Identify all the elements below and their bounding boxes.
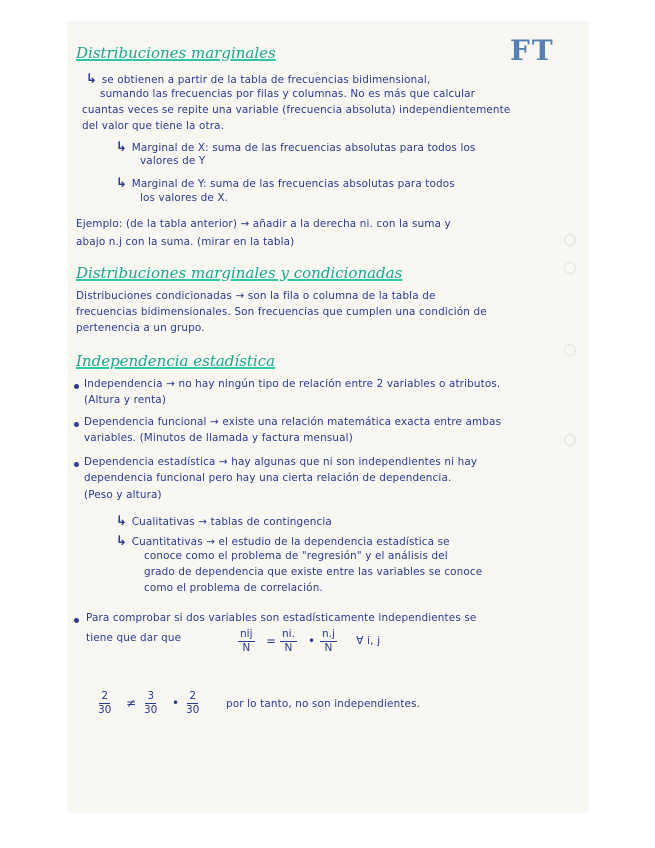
text-line: como el problema de correlación. bbox=[144, 582, 323, 594]
text-line: tiene que dar que bbox=[86, 632, 182, 644]
bleed-through-mark bbox=[564, 262, 576, 274]
bleed-through-mark bbox=[564, 434, 576, 446]
product-dot: • bbox=[308, 634, 316, 648]
conclusion-text: por lo tanto, no son independientes. bbox=[226, 698, 421, 710]
text-line: sumando las frecuencias por filas y columnas. No es más que calcular bbox=[100, 88, 476, 100]
text-line: abajo n.j con la suma. (mirar en la tabla) bbox=[76, 236, 295, 248]
marginales-text: ↳ se obtienen a partir de la tabla de frecuencias bidimensional, bbox=[86, 72, 431, 87]
independencia-text: Independencia → no hay ningún tipo de relación entre 2 variables o atributos. bbox=[84, 378, 501, 390]
fraction-nj: $\frac{n.j}{N}$ bbox=[322, 628, 335, 654]
bullet-icon bbox=[74, 618, 79, 623]
arrow-icon: ↳ bbox=[116, 514, 132, 529]
text-line: del valor que tiene la otra. bbox=[82, 120, 225, 132]
dependencia-funcional-text: Dependencia funcional → existe una relación matemática exacta entre ambas bbox=[84, 416, 502, 428]
text-line: grado de dependencia que existe entre las variables se conoce bbox=[144, 566, 483, 578]
cuantitativas-text: ↳ Cuantitativas → el estudio de la dependencia estadística se bbox=[116, 534, 450, 549]
fraction-nij: nij N bbox=[240, 628, 253, 654]
text-line: frecuencias bidimensionales. Son frecuencias que cumplen una condición de bbox=[76, 306, 487, 318]
bullet-icon bbox=[74, 422, 79, 427]
dependencia-estadistica-text: Dependencia estadística → hay algunas que ni son independientes ni hay bbox=[84, 456, 478, 468]
text-line: (Peso y altura) bbox=[84, 489, 162, 501]
cualitativas-text: ↳ Cualitativas → tablas de contingencia bbox=[116, 514, 332, 529]
text-line: pertenencia a un grupo. bbox=[76, 322, 205, 334]
ejemplo-text: Ejemplo: (de la tabla anterior) → añadir a la derecha ni. con la suma y bbox=[76, 218, 451, 230]
arrow-icon: ↳ bbox=[116, 534, 132, 549]
fraction-example-b: $\frac{3}{30}$ bbox=[144, 690, 158, 716]
bullet-icon bbox=[74, 384, 79, 389]
marginal-y: ↳ Marginal de Y: suma de las frecuencias absolutas para todos bbox=[116, 176, 455, 191]
equals-sign: = bbox=[266, 634, 277, 648]
section-title-marginales: Distribuciones marginales bbox=[76, 44, 276, 62]
comprobar-text: Para comprobar si dos variables son estadísticamente independientes se bbox=[86, 612, 477, 624]
notebook-page bbox=[68, 22, 588, 812]
bullet-icon bbox=[74, 462, 79, 467]
forall-quantifier: ∀ i, j bbox=[356, 634, 381, 647]
not-equal-sign: ≠ bbox=[126, 696, 137, 710]
text-line: los valores de X. bbox=[140, 192, 229, 204]
arrow-icon: ↳ bbox=[116, 140, 132, 155]
text-line: conoce como el problema de "regresión" y el análisis del bbox=[144, 550, 448, 562]
section-title-condicionadas: Distribuciones marginales y condicionadas bbox=[76, 264, 403, 282]
bleed-through-mark bbox=[564, 344, 576, 356]
text-line: dependencia funcional pero hay una cierta relación de dependencia. bbox=[84, 472, 452, 484]
bleed-through-mark bbox=[564, 234, 576, 246]
product-dot: • bbox=[172, 696, 180, 710]
section-title-independencia: Independencia estadística bbox=[76, 352, 276, 370]
marginal-x: ↳ Marginal de X: suma de las frecuencias absolutas para todos los bbox=[116, 140, 476, 155]
text-line: valores de Y bbox=[140, 155, 206, 167]
arrow-icon: ↳ bbox=[86, 72, 102, 87]
condicionadas-text: Distribuciones condicionadas → son la fila o columna de la tabla de bbox=[76, 290, 436, 302]
fraction-example-a: $\frac{2}{30}$ bbox=[98, 690, 112, 716]
fraction-ni: $\frac{ni.}{N}$ bbox=[282, 628, 295, 654]
text-line: variables. (Minutos de llamada y factura mensual) bbox=[84, 432, 353, 444]
text-line: cuantas veces se repite una variable (frecuencia absoluta) independientemente bbox=[82, 104, 511, 116]
arrow-icon: ↳ bbox=[116, 176, 132, 191]
fraction-example-c: $\frac{2}{30}$ bbox=[186, 690, 200, 716]
text-line: (Altura y renta) bbox=[84, 394, 167, 406]
logo-mark: FT bbox=[510, 34, 555, 67]
